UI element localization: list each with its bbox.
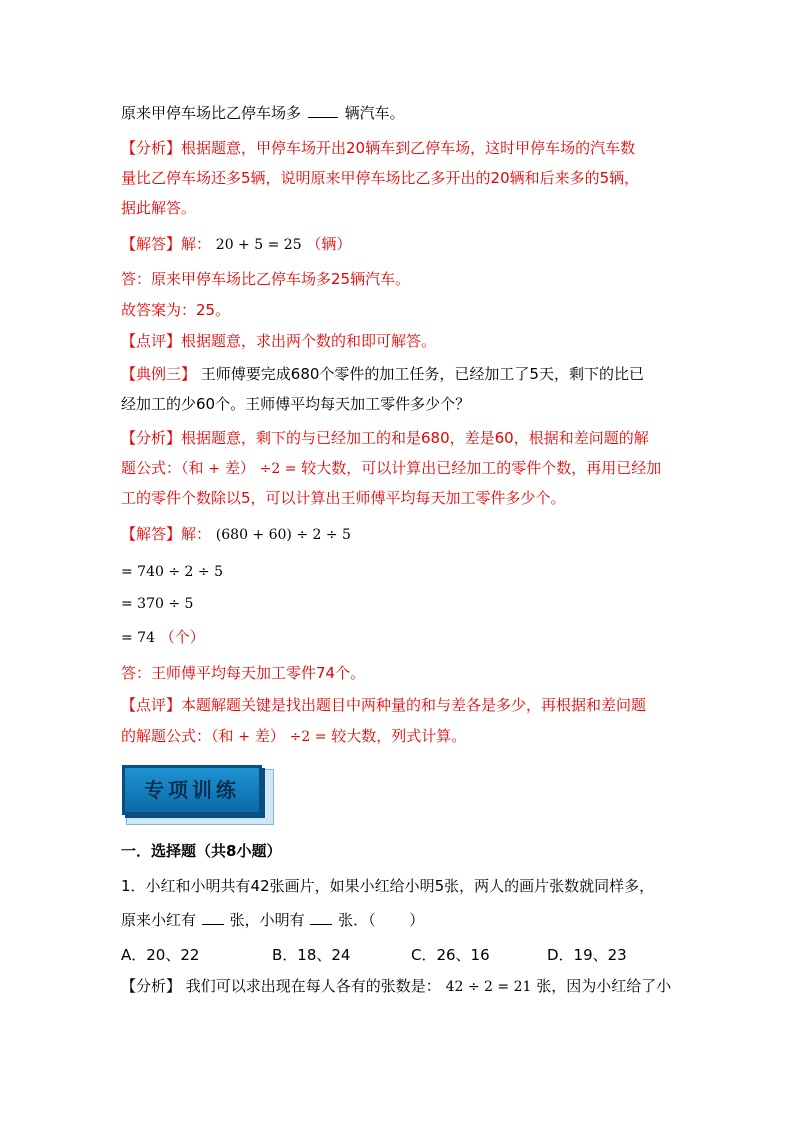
text-span: 差） (254, 727, 285, 745)
comment-line (121, 725, 466, 748)
text-span: 张，因为小红给了小 (536, 977, 672, 995)
equation: 42 ÷ 2 = 21 (445, 979, 532, 995)
example-text: 王师傅要完成680个零件的加工任务，已经加工了5天，剩下的比已 (200, 365, 644, 383)
section-banner (122, 765, 276, 827)
option-c: C．26、16 (411, 946, 490, 964)
text-span: 张．（ (338, 911, 376, 929)
answer-summary: 故答案为：25。 (121, 301, 231, 319)
section-title: 一．选择题（共8小题） (121, 842, 282, 860)
equation-step (121, 626, 205, 649)
comment-line: 【点评】根据题意，求出两个数的和即可解答。 (121, 332, 437, 350)
unit: （辆） (306, 235, 352, 253)
text-span: 的解题公式：（和 (121, 727, 234, 745)
equation-step: = 370 ÷ 5 (121, 596, 194, 612)
analysis-line: 【分析】根据题意，剩下的与已经加工的和是680，差是60，根据和差问题的解 (121, 429, 649, 447)
solution-line (121, 523, 351, 546)
question-line (121, 909, 424, 931)
analysis-line (121, 975, 671, 998)
analysis-label: 【分析】 (121, 977, 182, 995)
analysis-line (121, 457, 661, 480)
math-symbol: + (208, 461, 221, 477)
text-span: 辆汽车。 (344, 104, 405, 122)
answer-blank (202, 910, 224, 925)
analysis-line: 【分析】根据题意，甲停车场开出20辆车到乙停车场，这时甲停车场的汽车数 (121, 139, 636, 157)
text-line (121, 102, 405, 124)
math-symbol: ÷2 = (289, 729, 327, 745)
text-span: 原来小红有 (121, 911, 197, 929)
text-span: 较大数，可以计算出已经加工的零件个数，再用已经加 (301, 459, 662, 477)
answer-blank (308, 103, 338, 118)
math-symbol: ÷2 = (259, 461, 297, 477)
solution-label: 【解答】解： (121, 235, 212, 253)
solution-label: 【解答】解： (121, 525, 212, 543)
analysis-line: 工的零件个数除以5，可以计算出王师傅平均每天加工零件多少个。 (121, 489, 566, 507)
text-span: 差） (224, 459, 255, 477)
text-span: 较大数，列式计算。 (331, 727, 467, 745)
example-line: 经加工的少60个。王师傅平均每天加工零件多少个？ (121, 395, 471, 413)
text-span: 张，小明有 (229, 911, 305, 929)
text-span: 题公式：（和 (121, 459, 204, 477)
example-line (121, 363, 644, 385)
equation: = 74 (121, 630, 155, 646)
text-span: 我们可以求出现在每人各有的张数是： (185, 977, 441, 995)
answer-blank (310, 910, 332, 925)
text-span: ） (409, 911, 425, 929)
math-symbol: + (238, 729, 251, 745)
analysis-line: 据此解答。 (121, 199, 197, 217)
answer-line: 答：王师傅平均每天加工零件74个。 (121, 664, 366, 682)
unit: （个） (159, 628, 205, 646)
option-a: A．20、22 (121, 946, 200, 964)
equation: 20 + 5 = 25 (215, 237, 302, 253)
question-line: 1．小红和小明共有42张画片，如果小红给小明5张，两人的画片张数就同样多， (121, 877, 655, 895)
analysis-line: 量比乙停车场还多5辆，说明原来甲停车场比乙多开出的20辆和后来多的5辆， (121, 169, 640, 187)
equation: (680 + 60) ÷ 2 ÷ 5 (215, 527, 351, 543)
text-span: 原来甲停车场比乙停车场多 (121, 104, 302, 122)
option-b: B．18、24 (272, 946, 351, 964)
solution-line (121, 233, 351, 256)
example-label: 【典例三】 (121, 365, 197, 383)
banner-label: 专项训练 (144, 778, 240, 802)
comment-line: 【点评】本题解题关键是找出题目中两种量的和与差各是多少，再根据和差问题 (121, 696, 647, 714)
answer-line: 答：原来甲停车场比乙停车场多25辆汽车。 (121, 270, 411, 288)
equation-step: = 740 ÷ 2 ÷ 5 (121, 564, 223, 580)
option-d: D．19、23 (547, 946, 627, 964)
